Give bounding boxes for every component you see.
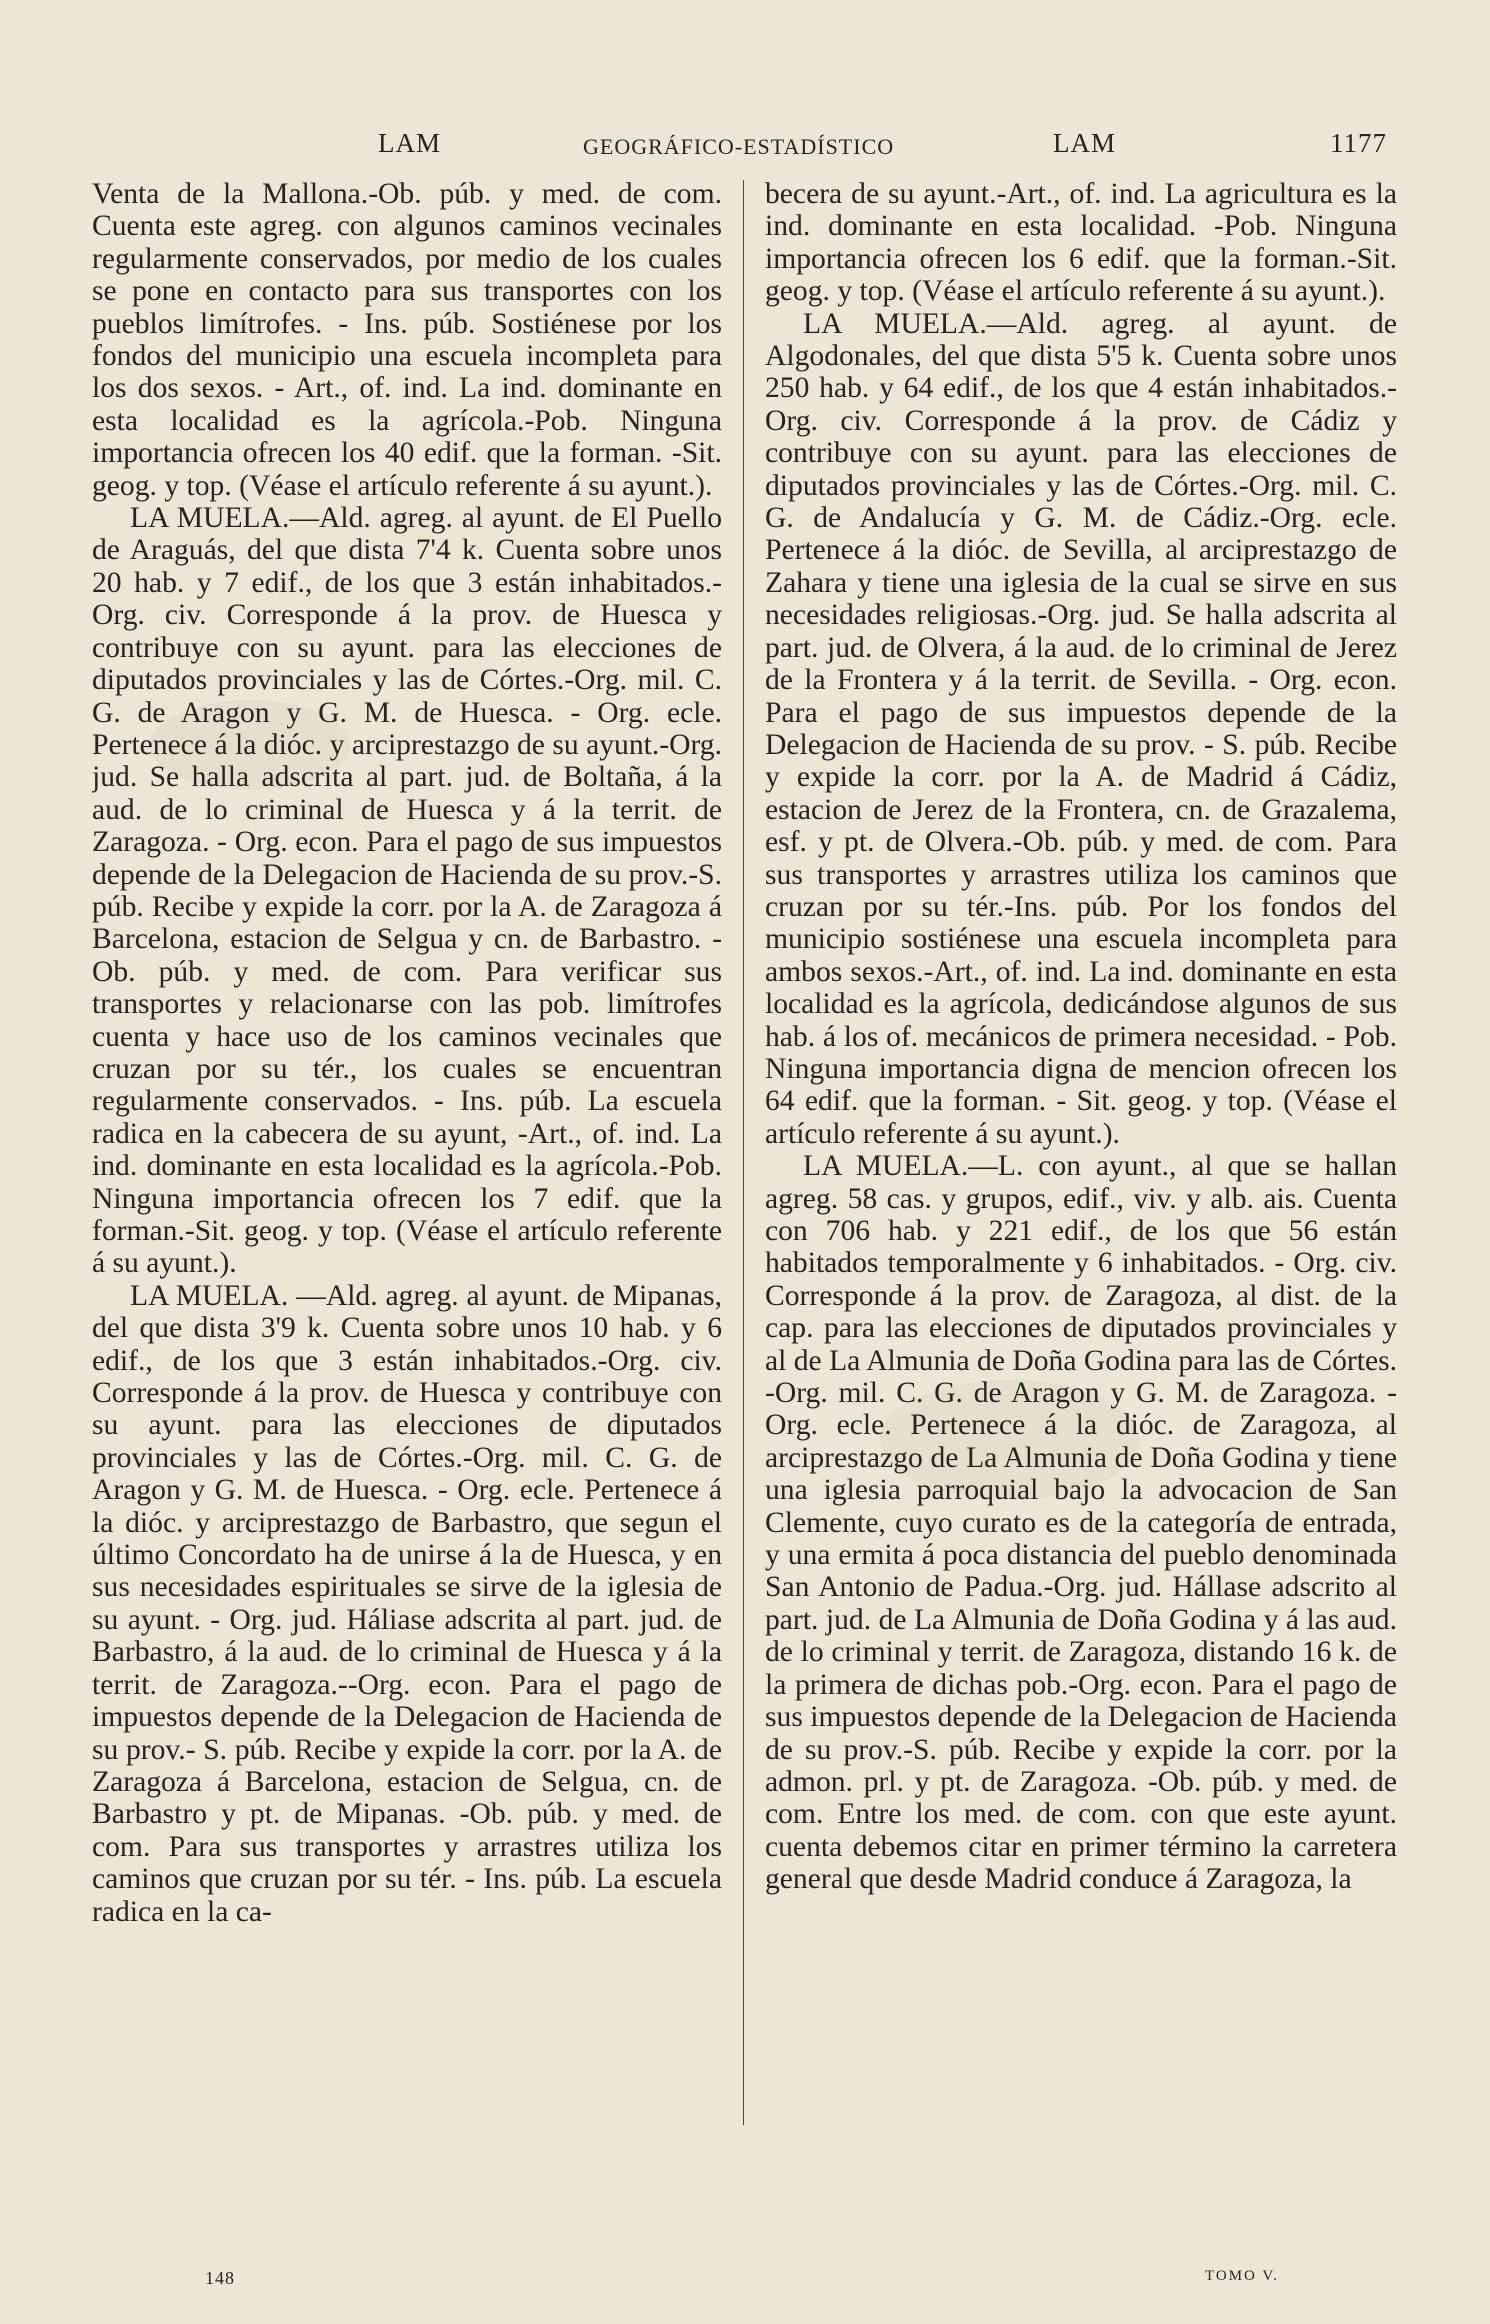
printer-signature: 148: [205, 2268, 235, 2288]
entry-paragraph: becera de su ayunt.-Art., of. ind. La agricultura es la ind. dominante en esta localidad. -Pob. Ninguna importancia ofrecen los 6 edif. que la forman.-Sit. geog. y top. (Véase el artículo referente á su ayunt.).: [765, 178, 1397, 308]
right-column: [765, 178, 1397, 2138]
header-right-word: LAM: [1053, 128, 1116, 158]
entry-paragraph: LA MUELA. —Ald. agreg. al ayunt. de Mipanas, del que dista 3'9 k. Cuenta sobre unos 10 hab. y 6 edif., de los que 3 están inhabitados.-Org. civ. Corresponde á la prov. de Huesca y contribuye con su ayunt. para las elecciones de diputados provinciales y las de Córtes.-Org. mil. C. G. de Aragon y G. M. de Huesca. - Org. ecle. Pertenece á la dióc. y arciprestazgo de Barbastro, que segun el último Concordato ha de unirse á la de Huesca, y en sus necesidades espirituales se sirve de la iglesia de su ayunt. - Org. jud. Háliase adscrita al part. jud. de Barbastro, á la aud. de lo criminal de Huesca y á la territ. de Zaragoza.--Org. econ. Para el pago de impuestos depende de la Delegacion de Hacienda de su prov.- S. púb. Recibe y expide la corr. por la A. de Zaragoza á Barcelona, estacion de Selgua, cn. de Barbastro y pt. de Mipanas. -Ob. púb. y med. de com. Para sus transportes y arrastres utiliza los caminos que cruzan por su tér. - Ins. púb. La escuela radica en la ca-: [92, 1279, 722, 1928]
entry-paragraph: LA MUELA.—Ald. agreg. al ayunt. de El Puello de Araguás, del que dista 7'4 k. Cuenta sobre unos 20 hab. y 7 edif., de los que 3 están inhabitados.-Org. civ. Corresponde á la prov. de Huesca y contribuye con su ayunt. para las elecciones de diputados provinciales y las de Córtes.-Org. mil. C. G. de Aragon y G. M. de Huesca. - Org. ecle. Pertenece á la dióc. y arciprestazgo de su ayunt.-Org. jud. Se halla adscrita al part. jud. de Boltaña, á la aud. de lo criminal de Huesca y á la territ. de Zaragoza. - Org. econ. Para el pago de sus impuestos depende de la Delegacion de Hacienda de su prov.-S. púb. Recibe y expide la corr. por la A. de Zaragoza á Barcelona, estacion de Selgua y cn. de Barbastro. - Ob. púb. y med. de com. Para verificar sus transportes y relacionarse con las pob. limítrofes cuenta y hace uso de los caminos vecinales que cruzan por su tér., los cuales se encuentran regularmente conservados. - Ins. púb. La escuela radica en la cabecera de su ayunt, -Art., of. ind. La ind. dominante en esta localidad es la agrícola.-Pob. Ninguna importancia ofrecen los 7 edif. que la forman.-Sit. geog. y top. (Véase el artículo referente á su ayunt.).: [92, 502, 722, 1280]
header-left-word: LAM: [378, 128, 441, 158]
header-title: GEOGRÁFICO-ESTADÍSTICO: [583, 134, 895, 159]
page-number: 1177: [1330, 128, 1387, 158]
volume-signature: TOMO V.: [1205, 2268, 1280, 2284]
column-divider: [743, 180, 744, 2125]
entry-paragraph: Venta de la Mallona.-Ob. púb. y med. de com. Cuenta este agreg. con algunos caminos vecinales regularmente conservados, por medio de los cuales se pone en contacto para sus transportes con los pueblos limítrofes. - Ins. púb. Sostiénese por los fondos del municipio una escuela incompleta para los dos sexos. - Art., of. ind. La ind. dominante en esta localidad es la agrícola.-Pob. Ninguna importancia ofrecen los 40 edif. que la forman. -Sit. geog. y top. (Véase el artículo referente á su ayunt.).: [92, 178, 722, 502]
entry-paragraph: LA MUELA.—Ald. agreg. al ayunt. de Algodonales, del que dista 5'5 k. Cuenta sobre unos 250 hab. y 64 edif., de los que 4 están inhabitados.-Org. civ. Corresponde á la prov. de Cádiz y contribuye con su ayunt. para las elecciones de diputados provinciales y las de Córtes.-Org. mil. C. G. de Andalucía y G. M. de Cádiz.-Org. ecle. Pertenece á la dióc. de Sevilla, al arciprestazgo de Zahara y tiene una iglesia de la cual se sirve en sus necesidades religiosas.-Org. jud. Se halla adscrita al part. jud. de Olvera, á la aud. de lo criminal de Jerez de la Frontera y á la territ. de Sevilla. - Org. econ. Para el pago de sus impuestos depende de la Delegacion de Hacienda de su prov. - S. púb. Recibe y expide la corr. por la A. de Madrid á Cádiz, estacion de Jerez de la Frontera, cn. de Grazalema, esf. y pt. de Olvera.-Ob. púb. y med. de com. Para sus transportes y arrastres utiliza los caminos que cruzan por su tér.-Ins. púb. Por los fondos del municipio sostiénese una escuela incompleta para ambos sexos.-Art., of. ind. La ind. dominante en esta localidad es la agrícola, dedicándose algunos de sus hab. á los of. mecánicos de primera necesidad. - Pob. Ninguna importancia digna de mencion ofrecen los 64 edif. que la forman. - Sit. geog. y top. (Véase el artículo referente á su ayunt.).: [765, 307, 1397, 1150]
running-header: [0, 128, 1490, 172]
entry-paragraph: LA MUELA.—L. con ayunt., al que se hallan agreg. 58 cas. y grupos, edif., viv. y alb. ais. Cuenta con 706 hab. y 221 edif., de los que 56 están habitados temporalmente y 6 inhabitados. - Org. civ. Corresponde á la prov. de Zaragoza, al dist. de la cap. para las elecciones de diputados provinciales y al de La Almunia de Doña Godina para las de Córtes. -Org. mil. C. G. de Aragon y G. M. de Zaragoza. - Org. ecle. Pertenece á la dióc. de Zaragoza, al arciprestazgo de La Almunia de Doña Godina y tiene una iglesia parroquial bajo la advocacion de San Clemente, cuyo curato es de la categoría de entrada, y una ermita á poca distancia del pueblo denominada San Antonio de Padua.-Org. jud. Hállase adscrito al part. jud. de La Almunia de Doña Godina y á las aud. de lo criminal y territ. de Zaragoza, distando 16 k. de la primera de dichas pob.-Org. econ. Para el pago de sus impuestos depende de la Delegacion de Hacienda de su prov.-S. púb. Recibe y expide la corr. por la admon. prl. y pt. de Zaragoza. -Ob. púb. y med. de com. Entre los med. de com. con que este ayunt. cuenta debemos citar en primer término la carretera general que desde Madrid conduce á Zaragoza, la: [765, 1150, 1397, 1896]
left-column: [92, 178, 722, 2138]
